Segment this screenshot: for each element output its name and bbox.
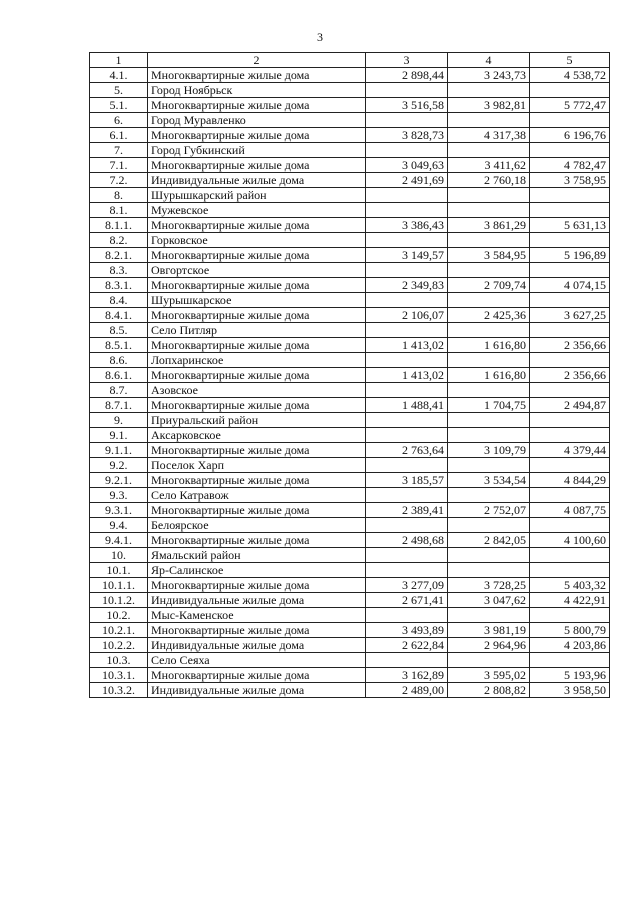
row-number-cell: 10.3. bbox=[90, 653, 148, 668]
value-cell-col4 bbox=[448, 518, 530, 533]
row-name-cell: Многоквартирные жилые дома bbox=[148, 218, 366, 233]
table-row bbox=[90, 83, 610, 98]
row-number-cell: 10.2.1. bbox=[90, 623, 148, 638]
row-name-cell: Лопхаринское bbox=[148, 353, 366, 368]
row-name-cell: Поселок Харп bbox=[148, 458, 366, 473]
row-number-cell: 7.1. bbox=[90, 158, 148, 173]
row-number-cell: 8.1.1. bbox=[90, 218, 148, 233]
value-cell-col5: 4 074,15 bbox=[530, 278, 610, 293]
table-row bbox=[90, 653, 610, 668]
row-name-cell: Многоквартирные жилые дома bbox=[148, 68, 366, 83]
value-cell-col3 bbox=[366, 143, 448, 158]
row-number-cell: 9.1.1. bbox=[90, 443, 148, 458]
row-number-cell: 9.2. bbox=[90, 458, 148, 473]
row-name-cell: Индивидуальные жилые дома bbox=[148, 683, 366, 698]
value-cell-col5 bbox=[530, 188, 610, 203]
value-cell-col5: 3 627,25 bbox=[530, 308, 610, 323]
table-row bbox=[90, 143, 610, 158]
value-cell-col5: 5 772,47 bbox=[530, 98, 610, 113]
table-row bbox=[90, 353, 610, 368]
value-cell-col4 bbox=[448, 353, 530, 368]
value-cell-col5 bbox=[530, 518, 610, 533]
table-row bbox=[90, 443, 610, 458]
value-cell-col5: 2 356,66 bbox=[530, 338, 610, 353]
table-row bbox=[90, 263, 610, 278]
value-cell-col4 bbox=[448, 653, 530, 668]
value-cell-col5: 2 356,66 bbox=[530, 368, 610, 383]
row-number-cell: 7. bbox=[90, 143, 148, 158]
value-cell-col5 bbox=[530, 203, 610, 218]
value-cell-col3 bbox=[366, 413, 448, 428]
row-number-cell: 10.2.2. bbox=[90, 638, 148, 653]
value-cell-col4: 1 616,80 bbox=[448, 338, 530, 353]
value-cell-col4: 2 964,96 bbox=[448, 638, 530, 653]
row-number-cell: 9.4. bbox=[90, 518, 148, 533]
column-header: 4 bbox=[448, 53, 530, 68]
table-row bbox=[90, 503, 610, 518]
value-cell-col4: 1 616,80 bbox=[448, 368, 530, 383]
value-cell-col3: 2 491,69 bbox=[366, 173, 448, 188]
row-number-cell: 8.4. bbox=[90, 293, 148, 308]
value-cell-col3: 3 828,73 bbox=[366, 128, 448, 143]
value-cell-col4: 4 317,38 bbox=[448, 128, 530, 143]
row-name-cell: Приуральский район bbox=[148, 413, 366, 428]
row-name-cell: Аксарковское bbox=[148, 428, 366, 443]
value-cell-col4: 3 411,62 bbox=[448, 158, 530, 173]
column-header: 3 bbox=[366, 53, 448, 68]
row-number-cell: 9.1. bbox=[90, 428, 148, 443]
value-cell-col4 bbox=[448, 383, 530, 398]
value-cell-col4: 3 595,02 bbox=[448, 668, 530, 683]
value-cell-col5 bbox=[530, 458, 610, 473]
value-cell-col4: 3 861,29 bbox=[448, 218, 530, 233]
table-row bbox=[90, 638, 610, 653]
value-cell-col4 bbox=[448, 548, 530, 563]
value-cell-col4 bbox=[448, 293, 530, 308]
value-cell-col3 bbox=[366, 353, 448, 368]
table-row bbox=[90, 518, 610, 533]
value-cell-col3: 2 898,44 bbox=[366, 68, 448, 83]
value-cell-col5 bbox=[530, 113, 610, 128]
value-cell-col4: 2 808,82 bbox=[448, 683, 530, 698]
row-number-cell: 6.1. bbox=[90, 128, 148, 143]
row-number-cell: 9.4.1. bbox=[90, 533, 148, 548]
table-row bbox=[90, 98, 610, 113]
value-cell-col4 bbox=[448, 323, 530, 338]
value-cell-col5 bbox=[530, 563, 610, 578]
value-cell-col3 bbox=[366, 548, 448, 563]
price-table bbox=[89, 52, 610, 698]
table-row bbox=[90, 623, 610, 638]
value-cell-col5 bbox=[530, 653, 610, 668]
value-cell-col3 bbox=[366, 518, 448, 533]
row-number-cell: 9.3. bbox=[90, 488, 148, 503]
value-cell-col3 bbox=[366, 383, 448, 398]
row-name-cell: Многоквартирные жилые дома bbox=[148, 668, 366, 683]
row-name-cell: Город Муравленко bbox=[148, 113, 366, 128]
table-row bbox=[90, 308, 610, 323]
value-cell-col5 bbox=[530, 233, 610, 248]
table-row bbox=[90, 458, 610, 473]
value-cell-col4: 3 982,81 bbox=[448, 98, 530, 113]
table-row bbox=[90, 68, 610, 83]
table-row bbox=[90, 533, 610, 548]
column-header: 5 bbox=[530, 53, 610, 68]
value-cell-col4: 3 243,73 bbox=[448, 68, 530, 83]
row-name-cell: Индивидуальные жилые дома bbox=[148, 638, 366, 653]
row-number-cell: 8.5. bbox=[90, 323, 148, 338]
table-row bbox=[90, 683, 610, 698]
value-cell-col4 bbox=[448, 608, 530, 623]
row-name-cell: Многоквартирные жилые дома bbox=[148, 578, 366, 593]
row-number-cell: 8.3. bbox=[90, 263, 148, 278]
table-row bbox=[90, 218, 610, 233]
value-cell-col4: 2 425,36 bbox=[448, 308, 530, 323]
value-cell-col3: 2 106,07 bbox=[366, 308, 448, 323]
row-number-cell: 10.3.2. bbox=[90, 683, 148, 698]
value-cell-col4 bbox=[448, 83, 530, 98]
value-cell-col4: 1 704,75 bbox=[448, 398, 530, 413]
value-cell-col3: 3 386,43 bbox=[366, 218, 448, 233]
value-cell-col3 bbox=[366, 263, 448, 278]
value-cell-col3: 3 493,89 bbox=[366, 623, 448, 638]
value-cell-col4 bbox=[448, 428, 530, 443]
value-cell-col3: 2 489,00 bbox=[366, 683, 448, 698]
row-name-cell: Азовское bbox=[148, 383, 366, 398]
value-cell-col4: 3 981,19 bbox=[448, 623, 530, 638]
value-cell-col3: 2 622,84 bbox=[366, 638, 448, 653]
value-cell-col4: 2 709,74 bbox=[448, 278, 530, 293]
row-name-cell: Село Сеяха bbox=[148, 653, 366, 668]
value-cell-col3: 1 413,02 bbox=[366, 338, 448, 353]
value-cell-col5: 3 758,95 bbox=[530, 173, 610, 188]
row-number-cell: 10. bbox=[90, 548, 148, 563]
row-number-cell: 8.5.1. bbox=[90, 338, 148, 353]
row-number-cell: 9.3.1. bbox=[90, 503, 148, 518]
value-cell-col5 bbox=[530, 488, 610, 503]
value-cell-col4: 3 047,62 bbox=[448, 593, 530, 608]
value-cell-col5 bbox=[530, 383, 610, 398]
value-cell-col5: 5 800,79 bbox=[530, 623, 610, 638]
row-number-cell: 8. bbox=[90, 188, 148, 203]
column-header: 1 bbox=[90, 53, 148, 68]
page-number: 3 bbox=[317, 30, 323, 44]
row-number-cell: 9.2.1. bbox=[90, 473, 148, 488]
row-name-cell: Многоквартирные жилые дома bbox=[148, 473, 366, 488]
table-row bbox=[90, 278, 610, 293]
value-cell-col3 bbox=[366, 188, 448, 203]
row-number-cell: 10.2. bbox=[90, 608, 148, 623]
row-name-cell: Мужевское bbox=[148, 203, 366, 218]
row-name-cell: Многоквартирные жилые дома bbox=[148, 338, 366, 353]
value-cell-col3 bbox=[366, 428, 448, 443]
value-cell-col4 bbox=[448, 203, 530, 218]
value-cell-col3: 2 389,41 bbox=[366, 503, 448, 518]
value-cell-col3 bbox=[366, 203, 448, 218]
row-name-cell: Город Губкинский bbox=[148, 143, 366, 158]
row-name-cell: Многоквартирные жилые дома bbox=[148, 98, 366, 113]
value-cell-col4 bbox=[448, 458, 530, 473]
value-cell-col5 bbox=[530, 548, 610, 563]
row-name-cell: Многоквартирные жилые дома bbox=[148, 443, 366, 458]
value-cell-col5 bbox=[530, 293, 610, 308]
table-row bbox=[90, 128, 610, 143]
table-header-row bbox=[90, 53, 610, 68]
table-row bbox=[90, 548, 610, 563]
row-number-cell: 8.7.1. bbox=[90, 398, 148, 413]
value-cell-col5: 3 958,50 bbox=[530, 683, 610, 698]
row-number-cell: 6. bbox=[90, 113, 148, 128]
table-row bbox=[90, 293, 610, 308]
row-name-cell: Город Ноябрьск bbox=[148, 83, 366, 98]
table-row bbox=[90, 233, 610, 248]
table-row bbox=[90, 428, 610, 443]
value-cell-col3: 1 413,02 bbox=[366, 368, 448, 383]
row-name-cell: Многоквартирные жилые дома bbox=[148, 248, 366, 263]
table-row bbox=[90, 413, 610, 428]
row-number-cell: 10.1.1. bbox=[90, 578, 148, 593]
value-cell-col3 bbox=[366, 323, 448, 338]
table-row bbox=[90, 398, 610, 413]
row-name-cell: Шурышкарское bbox=[148, 293, 366, 308]
row-name-cell: Многоквартирные жилые дома bbox=[148, 623, 366, 638]
value-cell-col5: 5 193,96 bbox=[530, 668, 610, 683]
table-row bbox=[90, 578, 610, 593]
row-number-cell: 8.6. bbox=[90, 353, 148, 368]
value-cell-col3: 3 277,09 bbox=[366, 578, 448, 593]
row-name-cell: Село Питляр bbox=[148, 323, 366, 338]
row-number-cell: 9. bbox=[90, 413, 148, 428]
value-cell-col5 bbox=[530, 428, 610, 443]
row-name-cell: Белоярское bbox=[148, 518, 366, 533]
value-cell-col3: 3 185,57 bbox=[366, 473, 448, 488]
value-cell-col3 bbox=[366, 653, 448, 668]
table-row bbox=[90, 323, 610, 338]
value-cell-col4 bbox=[448, 188, 530, 203]
row-number-cell: 8.2.1. bbox=[90, 248, 148, 263]
value-cell-col3 bbox=[366, 488, 448, 503]
value-cell-col3 bbox=[366, 563, 448, 578]
value-cell-col4 bbox=[448, 563, 530, 578]
value-cell-col5: 4 203,86 bbox=[530, 638, 610, 653]
row-name-cell: Ямальский район bbox=[148, 548, 366, 563]
table-row bbox=[90, 473, 610, 488]
value-cell-col5: 6 196,76 bbox=[530, 128, 610, 143]
value-cell-col5: 5 403,32 bbox=[530, 578, 610, 593]
table-row bbox=[90, 338, 610, 353]
value-cell-col4: 2 760,18 bbox=[448, 173, 530, 188]
row-number-cell: 5. bbox=[90, 83, 148, 98]
value-cell-col4: 3 728,25 bbox=[448, 578, 530, 593]
row-number-cell: 8.4.1. bbox=[90, 308, 148, 323]
value-cell-col5: 4 422,91 bbox=[530, 593, 610, 608]
row-name-cell: Овгортское bbox=[148, 263, 366, 278]
value-cell-col5: 4 538,72 bbox=[530, 68, 610, 83]
column-header: 2 bbox=[148, 53, 366, 68]
value-cell-col3: 3 162,89 bbox=[366, 668, 448, 683]
table-row bbox=[90, 113, 610, 128]
row-number-cell: 5.1. bbox=[90, 98, 148, 113]
table-row bbox=[90, 203, 610, 218]
value-cell-col3: 2 498,68 bbox=[366, 533, 448, 548]
table-row bbox=[90, 368, 610, 383]
value-cell-col3 bbox=[366, 233, 448, 248]
table-row bbox=[90, 563, 610, 578]
row-name-cell: Многоквартирные жилые дома bbox=[148, 158, 366, 173]
row-name-cell: Многоквартирные жилые дома bbox=[148, 368, 366, 383]
value-cell-col5 bbox=[530, 323, 610, 338]
value-cell-col3: 2 763,64 bbox=[366, 443, 448, 458]
table-row bbox=[90, 668, 610, 683]
value-cell-col4: 3 534,54 bbox=[448, 473, 530, 488]
table-row bbox=[90, 608, 610, 623]
value-cell-col3 bbox=[366, 458, 448, 473]
value-cell-col4 bbox=[448, 113, 530, 128]
row-name-cell: Многоквартирные жилые дома bbox=[148, 533, 366, 548]
value-cell-col3: 1 488,41 bbox=[366, 398, 448, 413]
value-cell-col5 bbox=[530, 143, 610, 158]
value-cell-col3 bbox=[366, 608, 448, 623]
row-name-cell: Многоквартирные жилые дома bbox=[148, 278, 366, 293]
table-row bbox=[90, 383, 610, 398]
row-name-cell: Многоквартирные жилые дома bbox=[148, 398, 366, 413]
row-name-cell: Многоквартирные жилые дома bbox=[148, 308, 366, 323]
table-row bbox=[90, 488, 610, 503]
table-row bbox=[90, 188, 610, 203]
row-number-cell: 10.3.1. bbox=[90, 668, 148, 683]
row-name-cell: Яр-Салинское bbox=[148, 563, 366, 578]
row-number-cell: 10.1. bbox=[90, 563, 148, 578]
value-cell-col5 bbox=[530, 83, 610, 98]
value-cell-col5: 5 631,13 bbox=[530, 218, 610, 233]
table-row bbox=[90, 158, 610, 173]
value-cell-col5: 4 844,29 bbox=[530, 473, 610, 488]
row-number-cell: 8.7. bbox=[90, 383, 148, 398]
value-cell-col5 bbox=[530, 263, 610, 278]
row-number-cell: 8.3.1. bbox=[90, 278, 148, 293]
row-number-cell: 10.1.2. bbox=[90, 593, 148, 608]
value-cell-col3 bbox=[366, 293, 448, 308]
value-cell-col4 bbox=[448, 143, 530, 158]
row-name-cell: Село Катравож bbox=[148, 488, 366, 503]
table-row bbox=[90, 593, 610, 608]
value-cell-col4 bbox=[448, 413, 530, 428]
value-cell-col5: 5 196,89 bbox=[530, 248, 610, 263]
value-cell-col5: 4 782,47 bbox=[530, 158, 610, 173]
row-name-cell: Горковское bbox=[148, 233, 366, 248]
row-number-cell: 7.2. bbox=[90, 173, 148, 188]
value-cell-col5: 4 379,44 bbox=[530, 443, 610, 458]
value-cell-col5 bbox=[530, 413, 610, 428]
row-name-cell: Многоквартирные жилые дома bbox=[148, 503, 366, 518]
row-name-cell: Мыс-Каменское bbox=[148, 608, 366, 623]
value-cell-col3 bbox=[366, 113, 448, 128]
row-number-cell: 8.2. bbox=[90, 233, 148, 248]
value-cell-col4 bbox=[448, 263, 530, 278]
row-name-cell: Многоквартирные жилые дома bbox=[148, 128, 366, 143]
value-cell-col3: 3 516,58 bbox=[366, 98, 448, 113]
value-cell-col3: 2 349,83 bbox=[366, 278, 448, 293]
value-cell-col4 bbox=[448, 488, 530, 503]
value-cell-col4 bbox=[448, 233, 530, 248]
value-cell-col3: 3 149,57 bbox=[366, 248, 448, 263]
row-name-cell: Индивидуальные жилые дома bbox=[148, 173, 366, 188]
row-number-cell: 4.1. bbox=[90, 68, 148, 83]
value-cell-col4: 3 584,95 bbox=[448, 248, 530, 263]
value-cell-col5: 4 100,60 bbox=[530, 533, 610, 548]
row-number-cell: 8.6.1. bbox=[90, 368, 148, 383]
value-cell-col4: 3 109,79 bbox=[448, 443, 530, 458]
row-name-cell: Индивидуальные жилые дома bbox=[148, 593, 366, 608]
table-row bbox=[90, 248, 610, 263]
value-cell-col3: 3 049,63 bbox=[366, 158, 448, 173]
row-number-cell: 8.1. bbox=[90, 203, 148, 218]
row-name-cell: Шурышкарский район bbox=[148, 188, 366, 203]
table-row bbox=[90, 173, 610, 188]
value-cell-col5: 2 494,87 bbox=[530, 398, 610, 413]
table-body bbox=[90, 53, 610, 698]
value-cell-col5: 4 087,75 bbox=[530, 503, 610, 518]
value-cell-col5 bbox=[530, 353, 610, 368]
value-cell-col3 bbox=[366, 83, 448, 98]
value-cell-col5 bbox=[530, 608, 610, 623]
value-cell-col4: 2 752,07 bbox=[448, 503, 530, 518]
value-cell-col3: 2 671,41 bbox=[366, 593, 448, 608]
value-cell-col4: 2 842,05 bbox=[448, 533, 530, 548]
